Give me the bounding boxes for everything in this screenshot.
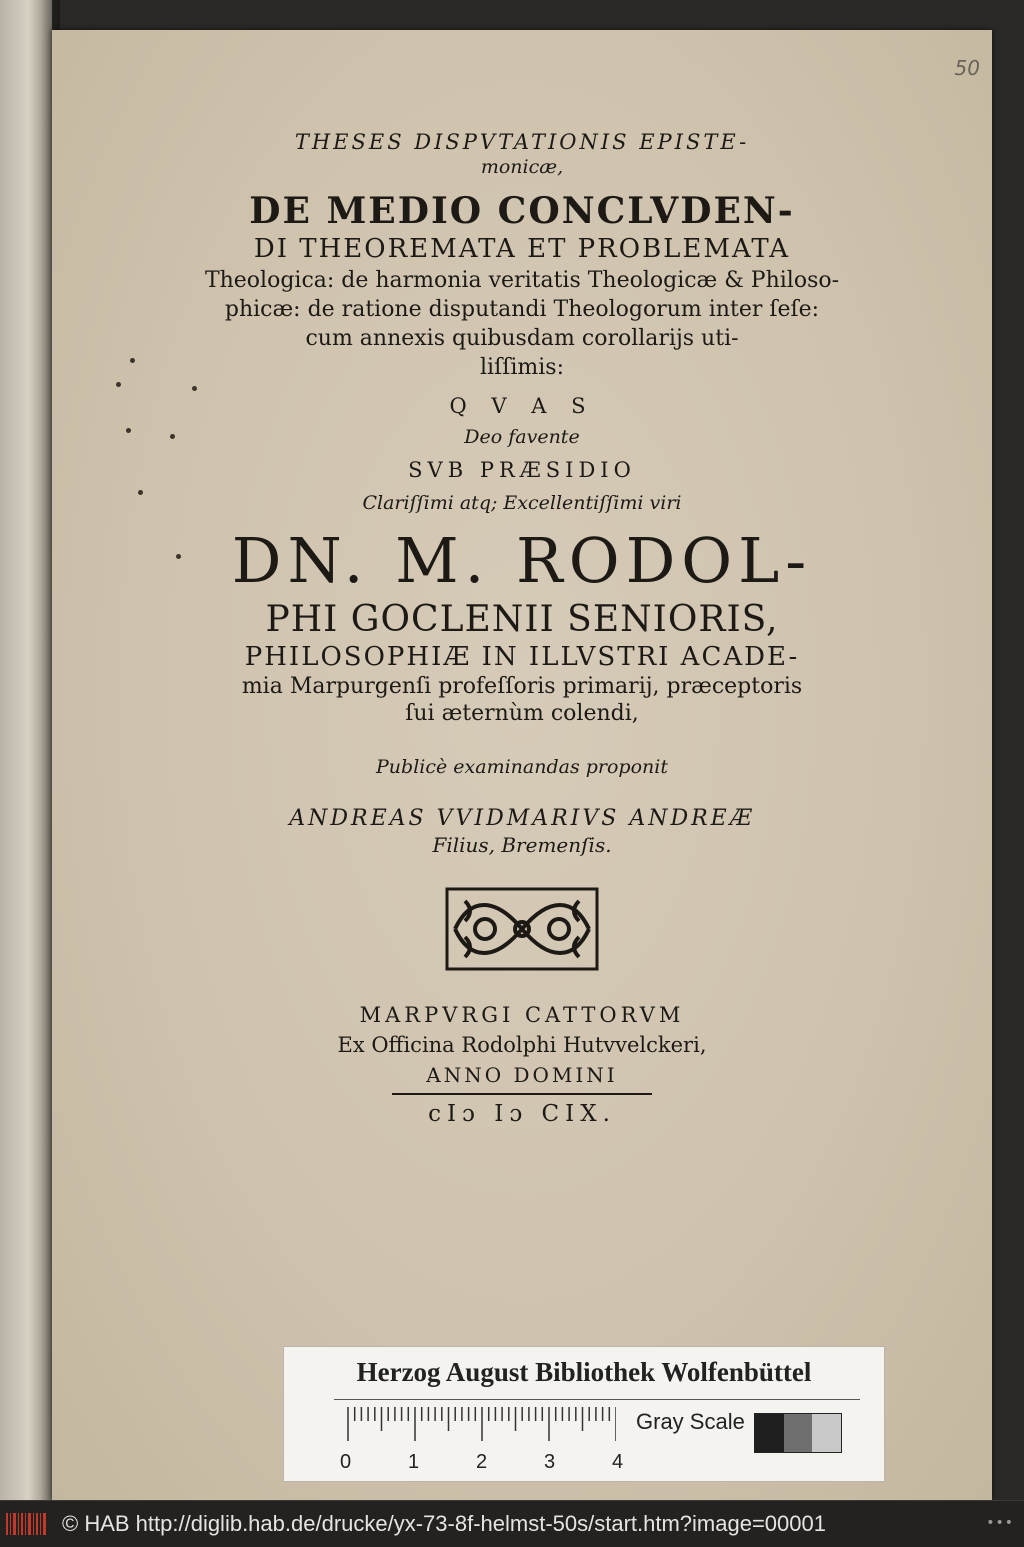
text-line: PHILOSOPHIÆ IN ILLVSTRI ACADE- (244, 642, 800, 672)
title-text (52, 130, 992, 1127)
text-line: SVB PRÆSIDIO (408, 458, 636, 482)
ruler-scale (346, 1407, 616, 1443)
text-line: Deo favente (464, 426, 580, 448)
text-line: Theologica: de harmonia veritatis Theologicæ & Philoso- (204, 268, 840, 293)
text-line: cum annexis quibusdam corollarijs uti- (305, 326, 739, 351)
text-line: Filius, Bremenſis. (432, 833, 612, 857)
folio-number: 50 (954, 56, 980, 80)
ruler-label: 1 (408, 1451, 420, 1473)
text-line: ſui æternùm colendi, (405, 701, 639, 726)
barcode-icon (6, 1513, 48, 1535)
text-line: MARPVRGI CATTORVM (359, 1003, 685, 1027)
text-line: liſſimis: (480, 355, 564, 380)
text-line: THESES DISPVTATIONIS EPISTE- (294, 130, 750, 154)
text-line: PHI GOCLENII SENIORIS, (265, 599, 779, 640)
text-line: Clariſſimi atq; Excellentiſſimi viri (362, 492, 682, 514)
color-calibration-card (283, 1346, 885, 1482)
divider (334, 1399, 860, 1400)
viewer-footer (0, 1500, 1024, 1547)
swatch-mid (784, 1414, 813, 1452)
text-line: DN. M. RODOL- (231, 524, 813, 597)
ellipsis-icon[interactable]: ••• (986, 1515, 1014, 1531)
text-line: Ex Officina Rodolphi Hutvvelckeri, (337, 1033, 707, 1057)
text-line: DE MEDIO CONCLVDEN- (249, 190, 795, 232)
title-page (52, 30, 992, 1500)
gray-scale-label: Gray Scale (636, 1409, 745, 1434)
text-line: ANDREAS VVIDMARIVS ANDREÆ (289, 806, 755, 831)
swatch-dark (755, 1414, 784, 1452)
printers-ornament (445, 887, 599, 971)
copyright-url: © HAB http://diglib.hab.de/drucke/yx-73-8f-helmst-50s/start.htm?image=00001 (62, 1511, 826, 1536)
gray-swatches (754, 1413, 842, 1453)
text-line: Q V A S (449, 394, 595, 418)
library-name: Herzog August Bibliothek Wolfenbüttel (356, 1357, 812, 1387)
text-line: monicæ, (480, 156, 564, 178)
text-line: phicæ: de ratione disputandi Theologorum inter ſeſe: (224, 297, 820, 322)
text-line: Publicè examinandas proponit (376, 756, 668, 778)
text-line: mia Marpurgenſi profeſſoris primarij, præceptoris (241, 674, 803, 699)
text-line: DI THEOREMATA ET PROBLEMATA (253, 234, 791, 264)
text-line: cIɔ Iɔ CIX. (428, 1101, 616, 1127)
text-line: ANNO DOMINI (426, 1063, 618, 1087)
ruler-label: 2 (476, 1451, 488, 1473)
swatch-light (812, 1414, 841, 1452)
divider (392, 1093, 652, 1095)
ruler-label: 4 (612, 1451, 624, 1473)
ruler-label: 0 (340, 1451, 352, 1473)
ruler-label: 3 (544, 1451, 556, 1473)
ruler-labels (340, 1451, 630, 1475)
